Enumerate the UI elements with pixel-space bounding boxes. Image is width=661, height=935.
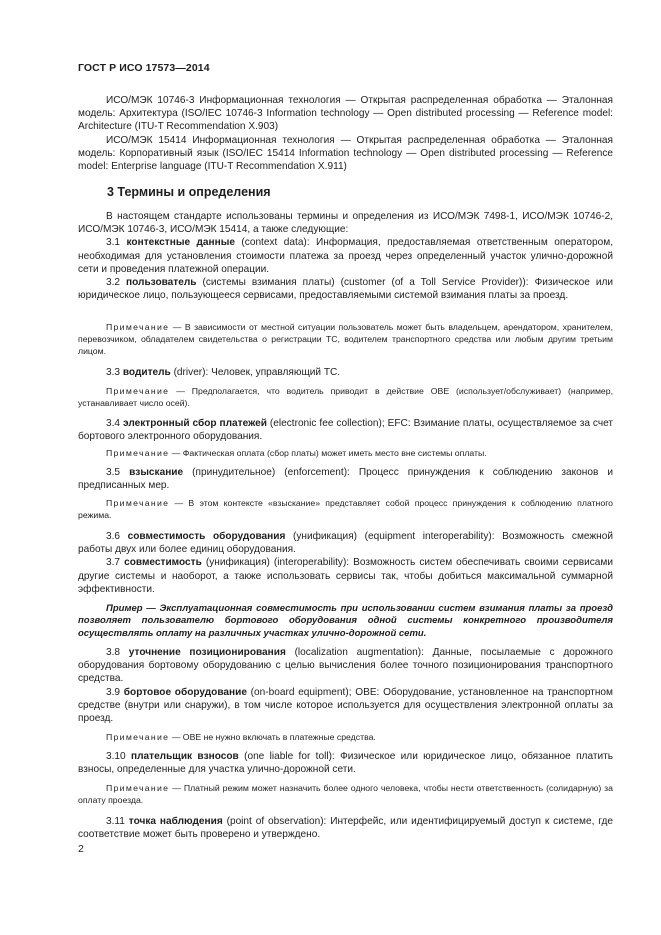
term-name: уточнение позиционирования: [128, 647, 286, 658]
reference-item: ИСО/МЭК 10746-3 Информационная технология — Открытая распределенная обработка — Эталонная модель: Архитектура (ISO/IEC 10746-3 Information technology — Open distributed processing — Reference model: Architecture (ITU-T Recommendation X.903): [78, 95, 613, 133]
example-block: Пример — Эксплуатационная совместимость при использовании систем взимания платы за проезд позволяет пользователю бортового оборудования одной системы конкретного производителя осуществлять оплату на различных участках улично-дорожной сети.: [78, 603, 613, 639]
note-3-5: Примечание — В этом контексте «взыскание» представляет собой процесс принуждения к соблюдению платного режима.: [78, 498, 613, 520]
note-label: Примечание: [106, 783, 170, 793]
term-3-9: 3.9 бортовое оборудование (on-board equipment); OBE: Оборудование, установленное на транспортном средстве (внутри или снаружи), в том числе которое используется для осуществления электронной оплаты за проезд.: [78, 686, 613, 725]
term-3-7: 3.7 совместимость (унификация) (interoperability): Возможность систем обеспечивать своими сервисами другие системы и наоборот, а также использовать сервисы так, чтобы добиться максимальной суммарной эффективности.: [78, 557, 613, 595]
note-label: Примечание: [106, 322, 170, 332]
term-name: водитель: [122, 367, 171, 378]
document-header: ГОСТ Р ИСО 17573—2014: [78, 62, 210, 74]
term-name: точка наблюдения: [128, 816, 223, 827]
term-3-6: 3.6 совместимость оборудования (унификация) (equipment interoperability): Возможность смежной работы двух или более единиц оборудования.: [78, 531, 613, 556]
references-block: [78, 94, 613, 173]
term-name: совместимость: [124, 557, 202, 569]
terms-block-2: [78, 530, 613, 596]
terms-block-3: [78, 646, 613, 725]
note-3-10: Примечание — Платный режим может назначить более одного человека, чтобы нести ответственность (солидарную) за оплату проезда.: [78, 783, 613, 805]
terms-block: [78, 210, 613, 302]
term-3-8: 3.8 уточнение позиционирования (localization augmentation): Данные, посылаемые с дорожного оборудования бортовому оборудованию с целью вычисления более точного позиционирования транспортного средства.: [78, 647, 613, 685]
section-heading: 3 Термины и определения: [107, 185, 271, 199]
page-number: 2: [78, 843, 84, 855]
term-3-2: 3.2 пользователь (системы взимания платы) (customer (of a Toll Service Provider)): Физическое или юридическое лицо, пользующееся сервисами, предоставляемыми системой взимания платы за проезд.: [78, 277, 613, 302]
note-3-3: Примечание — Предполагается, что водитель приводит в действие OBE (использует/обслуживает) (например, устанавливает число осей).: [78, 386, 613, 408]
term-3-4: 3.4 электронный сбор платежей (electronic fee collection); EFC: Взимание платы, осуществляемое за счет бортового электронного оборудования.: [78, 418, 613, 443]
reference-item: ИСО/МЭК 15414 Информационная технология — Открытая распределенная обработка — Эталонная модель: Корпоративный язык (ISO/IEC 15414 Information technology — Open distributed processing — Reference model: Enterprise language (ITU-T Recommendation X.911): [78, 134, 613, 173]
term-name: взыскание: [129, 467, 184, 478]
note-label: Примечание: [106, 732, 170, 742]
term-3-3: 3.3 водитель (driver): Человек, управляющий ТС.: [106, 367, 341, 378]
term-name: электронный сбор платежей: [123, 418, 267, 429]
term-name: плательщик взносов: [131, 751, 239, 762]
note-3-9: Примечание — OBE не нужно включать в платежные средства.: [106, 732, 376, 742]
term-3-5: 3.5 взыскание (принудительное) (enforcement): Процесс принуждения к соблюдению законов и предписанных мер.: [78, 467, 613, 492]
term-3-1: 3.1 контекстные данные (context data): Информация, предоставляемая ответственным оператором, необходимая для установления стоимости платежа за проезд через определенный участок улично-дорожной сети и проведения платежной операции.: [78, 237, 613, 275]
note-3-4: Примечание — Фактическая оплата (сбор платы) может иметь место вне системы оплаты.: [106, 448, 487, 458]
term-name: пользователь: [126, 277, 197, 289]
note-3-2: Примечание — В зависимости от местной ситуации пользователь может быть владельцем, арендатором, хранителем, перевозчиком, обладателем свидетельства о регистрации ТС, водителем транспортного средства или любым другим третьим лицом.: [78, 322, 613, 356]
term-name: совместимость оборудования: [127, 531, 286, 542]
term-3-10: 3.10 плательщик взносов (one liable for toll): Физическое или юридическое лицо, обязанное платить взносы, определенные для участка улично-дорожной сети.: [78, 751, 613, 776]
note-label: Примечание: [106, 448, 170, 458]
term-name: бортовое оборудование: [123, 686, 247, 698]
note-label: Примечание: [106, 498, 170, 508]
note-label: Примечание: [106, 386, 170, 396]
term-3-11: 3.11 точка наблюдения (point of observation): Интерфейс, или идентифицируемый доступ к системе, где соответствие может быть проверено и утверждено.: [78, 816, 613, 841]
term-name: контекстные данные: [126, 237, 235, 249]
intro-paragraph: В настоящем стандарте использованы термины и определения из ИСО/МЭК 7498-1, ИСО/МЭК 10746-2, ИСО/МЭК 10746-3, ИСО/МЭК 15414, а также следующие:: [78, 211, 613, 236]
